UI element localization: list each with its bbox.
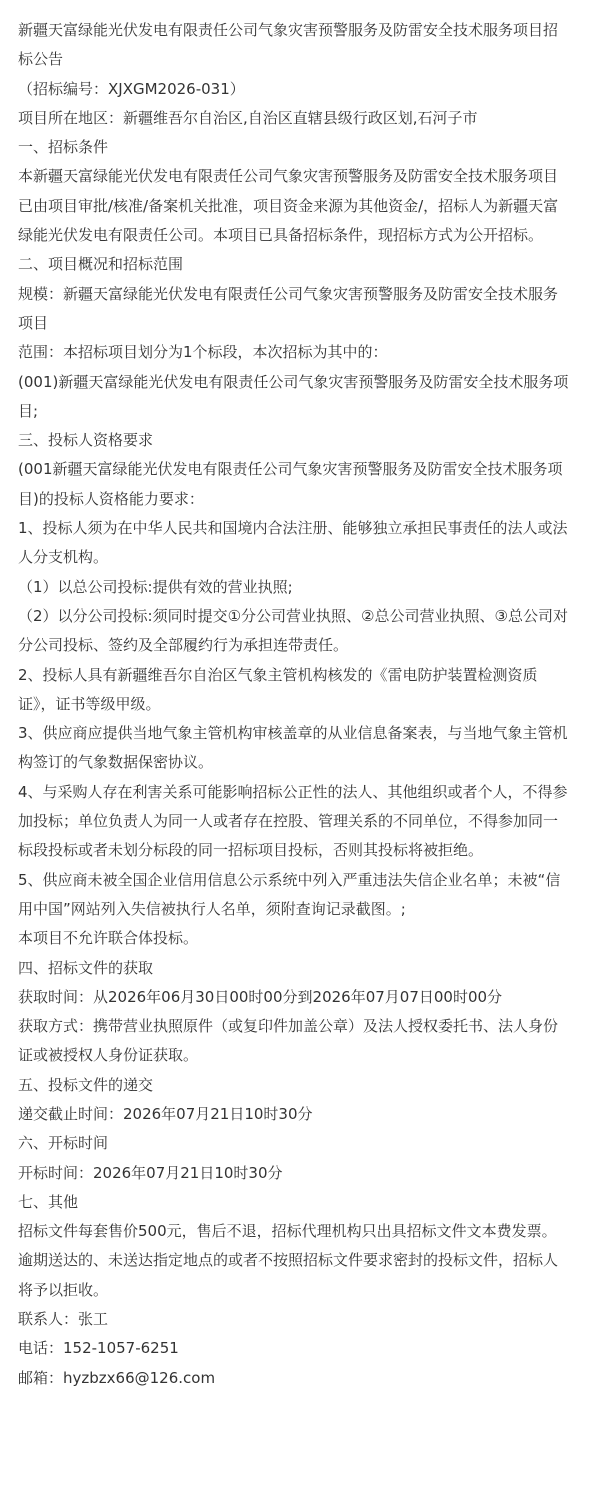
requirement-3: 3、供应商应提供当地气象主管机构审核盖章的从业信息备案表，与当地气象主管机构签订的气象数据保密协议。 bbox=[18, 724, 568, 772]
section-6-heading: 六、开标时间 bbox=[18, 1134, 109, 1153]
contact-person: 联系人：张工 bbox=[18, 1310, 109, 1329]
tender-number: （招标编号：XJXGM2026-031） bbox=[18, 79, 245, 98]
section-3-intro: (001新疆天富绿能光伏发电有限责任公司气象灾害预警服务及防雷安全技术服务项目)的投标人资格能力要求： bbox=[18, 460, 563, 508]
requirement-5: 5、供应商未被全国企业信用信息公示系统中列入严重违法失信企业名单；未被“信用中国”网站列入失信被执行人名单，须附查询记录截图。; bbox=[18, 870, 561, 918]
requirement-2: 2、投标人具有新疆维吾尔自治区气象主管机构核发的《雷电防护装置检测资质证》，证书等级甲级。 bbox=[18, 665, 538, 713]
requirement-4: 4、与采购人存在利害关系可能影响招标公正性的法人、其他组织或者个人，不得参加投标；单位负责人为同一人或者存在控股、管理关系的不同单位，不得参加同一标段投标或者未划分标段的同一招标项目投标，否则其投标将被拒绝。 bbox=[18, 782, 568, 860]
section-7-heading: 七、其他 bbox=[18, 1192, 79, 1211]
section-4-time: 获取时间：从2026年06月30日00时00分到2026年07月07日00时00分 bbox=[18, 987, 503, 1006]
section-6-time: 开标时间：2026年07月21日10时30分 bbox=[18, 1163, 283, 1182]
section-3-heading: 三、投标人资格要求 bbox=[18, 431, 154, 450]
section-2-heading: 二、项目概况和招标范围 bbox=[18, 255, 184, 274]
requirement-1b: （2）以分公司投标:须同时提交①分公司营业执照、②总公司营业执照、③总公司对分公司投标、签约及全部履约行为承担连带责任。 bbox=[18, 606, 568, 655]
contact-phone: 电话：152-1057-6251 bbox=[18, 1339, 179, 1358]
project-region: 项目所在地区：新疆维吾尔自治区,自治区直辖县级行政区划,石河子市 bbox=[18, 108, 478, 127]
contact-email: 邮箱：hyzbzx66@126.com bbox=[18, 1368, 216, 1387]
section-7-text: 招标文件每套售价500元，售后不退，招标代理机构只出具招标文件文本费发票。逾期送达的、未送达指定地点的或者不按照招标文件要求密封的投标文件，招标人将予以拒收。 bbox=[18, 1222, 559, 1299]
requirement-1a: （1）以总公司投标:提供有效的营业执照; bbox=[18, 577, 293, 596]
section-2-lot: (001)新疆天富绿能光伏发电有限责任公司气象灾害预警服务及防雷安全技术服务项目; bbox=[18, 372, 569, 420]
section-2-scale: 规模：新疆天富绿能光伏发电有限责任公司气象灾害预警服务及防雷安全技术服务项目 bbox=[18, 284, 559, 332]
section-1-heading: 一、招标条件 bbox=[18, 138, 109, 157]
consortium-note: 本项目不允许联合体投标。 bbox=[18, 929, 199, 948]
section-5-deadline: 递交截止时间：2026年07月21日10时30分 bbox=[18, 1104, 313, 1123]
requirement-1: 1、投标人须为在中华人民共和国境内合法注册、能够独立承担民事责任的法人或法人分支机构。 bbox=[18, 519, 568, 567]
section-1-text: 本新疆天富绿能光伏发电有限责任公司气象灾害预警服务及防雷安全技术服务项目已由项目审批/核准/备案机关批准，项目资金来源为其他资金/，招标人为新疆天富绿能光伏发电有限责任公司。本项目已具备招标条件，现招标方式为公开招标。 bbox=[18, 167, 559, 245]
section-4-method: 获取方式：携带营业执照原件（或复印件加盖公章）及法人授权委托书、法人身份证或被授权人身份证获取。 bbox=[18, 1017, 559, 1065]
section-2-scope: 范围：本招标项目划分为1个标段，本次招标为其中的： bbox=[18, 343, 388, 362]
section-4-heading: 四、招标文件的获取 bbox=[18, 958, 154, 977]
section-5-heading: 五、投标文件的递交 bbox=[18, 1075, 154, 1094]
notice-title: 新疆天富绿能光伏发电有限责任公司气象灾害预警服务及防雷安全技术服务项目招标公告 bbox=[18, 21, 559, 69]
